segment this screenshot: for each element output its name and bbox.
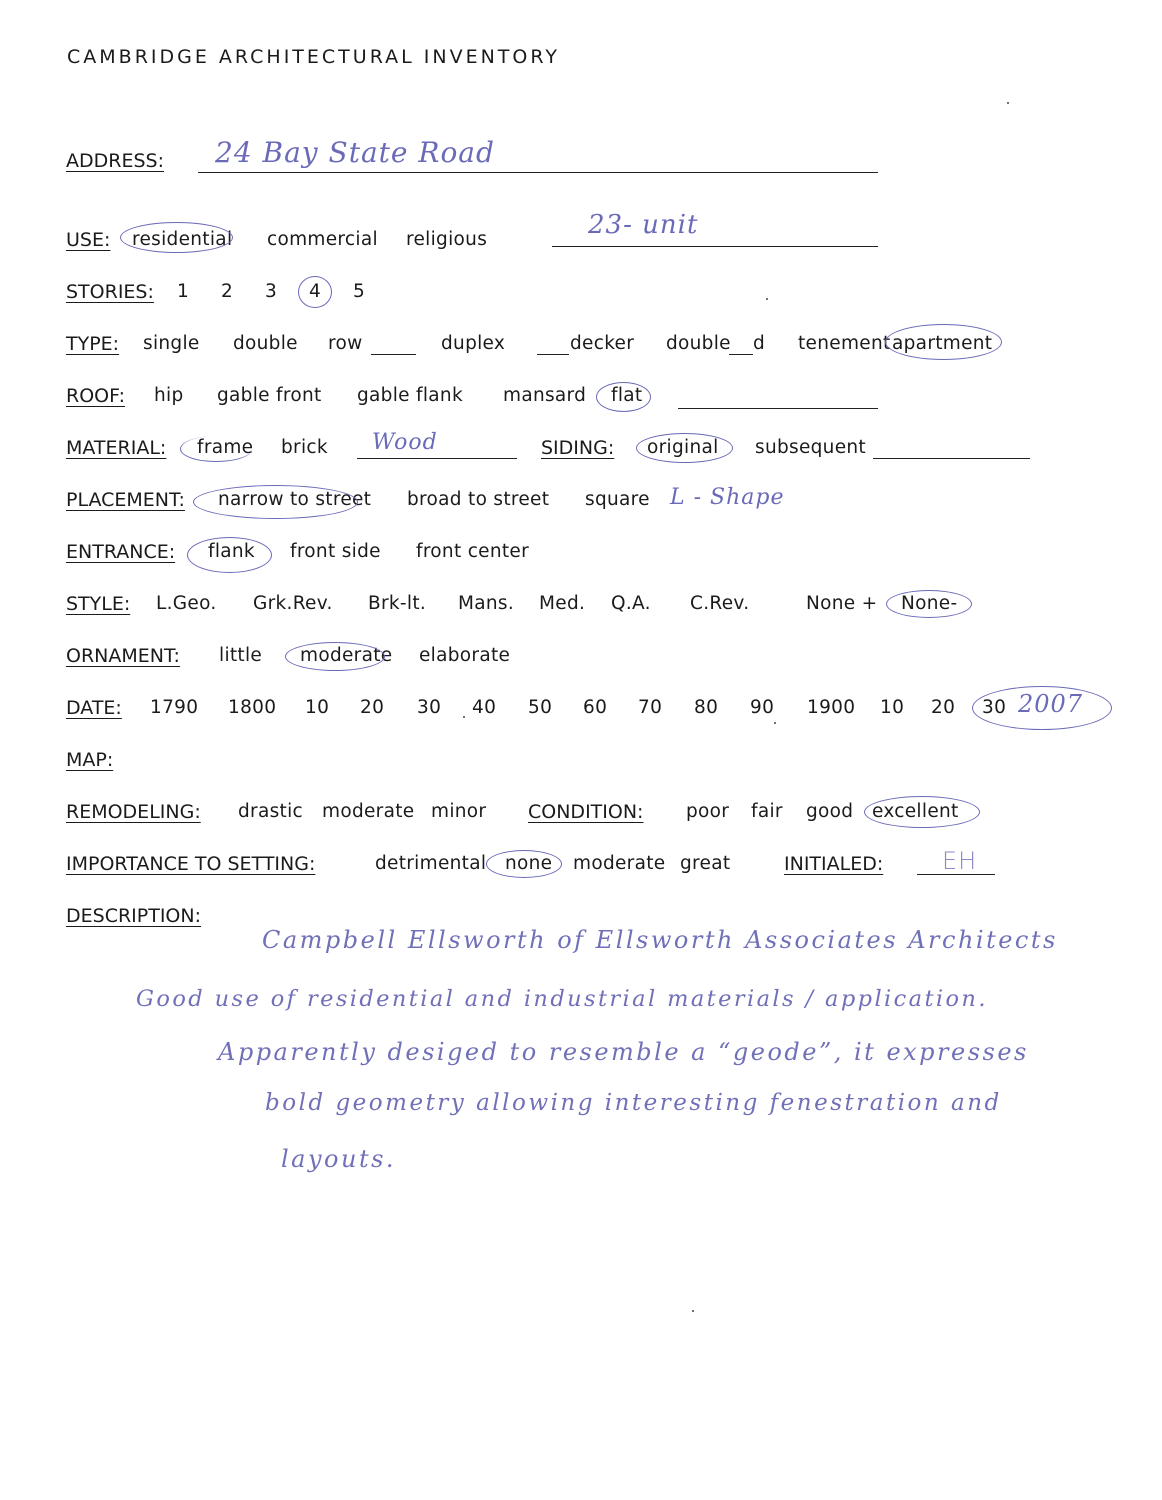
condition-option-good: good: [806, 801, 854, 822]
address-line: [198, 172, 878, 173]
style-selection-circle: [886, 590, 972, 618]
scan-speck: [463, 716, 465, 718]
date-option-1900: 1900: [807, 697, 856, 718]
description-line-5: layouts.: [281, 1145, 397, 1173]
date-option-1930: 30: [982, 697, 1007, 718]
condition-option-excellent: excellent: [872, 801, 959, 822]
remodeling-option-moderate: moderate: [322, 801, 415, 822]
date-option-1800: 1800: [228, 697, 277, 718]
date-label: DATE:: [66, 697, 122, 719]
material-option-frame: frame: [197, 437, 254, 458]
date-option-1880: 80: [694, 697, 719, 718]
importance-option-moderate: moderate: [573, 853, 666, 874]
type-option-single: single: [143, 333, 200, 354]
stories-option-1: 1: [177, 281, 190, 302]
date-option-1860: 60: [583, 697, 608, 718]
entrance-option-front-side: front side: [290, 541, 381, 562]
date-option-1840: 40: [472, 697, 497, 718]
roof-label: ROOF:: [66, 385, 125, 407]
use-option-commercial: commercial: [267, 229, 378, 250]
entrance-option-flank: flank: [208, 541, 255, 562]
roof-option-mansard: mansard: [503, 385, 587, 406]
roof-option-hip: hip: [154, 385, 184, 406]
stories-selection-circle: [298, 276, 332, 308]
style-option-med: Med.: [539, 593, 586, 614]
description-line-2: Good use of residential and industrial materials / application.: [136, 986, 988, 1012]
date-option-1890: 90: [750, 697, 775, 718]
placement-extra-value: L - Shape: [670, 485, 785, 510]
material-partial-mark: [180, 436, 252, 462]
roof-option-flat: flat: [611, 385, 643, 406]
style-option-brklt: Brk-lt.: [368, 593, 427, 614]
stories-option-5: 5: [353, 281, 366, 302]
use-label: USE:: [66, 229, 111, 251]
placement-option-narrow: narrow to street: [218, 489, 372, 510]
date-option-1850: 50: [528, 697, 553, 718]
form-title: CAMBRIDGE ARCHITECTURAL INVENTORY: [67, 46, 560, 68]
date-option-1820: 20: [360, 697, 385, 718]
description-line-4: bold geometry allowing interesting fenestration and: [265, 1090, 1002, 1116]
type-row-blank: [371, 354, 416, 355]
placement-label: PLACEMENT:: [66, 489, 185, 511]
condition-selection-circle: [864, 796, 980, 828]
style-option-grkrev: Grk.Rev.: [253, 593, 333, 614]
style-option-crev: C.Rev.: [690, 593, 750, 614]
condition-option-fair: fair: [751, 801, 783, 822]
siding-option-subsequent: subsequent: [755, 437, 866, 458]
scan-speck: [1007, 102, 1009, 104]
condition-label: CONDITION:: [528, 801, 644, 823]
placement-option-square: square: [585, 489, 650, 510]
importance-option-great: great: [680, 853, 731, 874]
description-line-3: Apparently desiged to resemble a “geode”, it expresses: [218, 1038, 1029, 1066]
scan-speck: [692, 1310, 694, 1312]
description-label: DESCRIPTION:: [66, 905, 202, 927]
siding-extra-line: [873, 458, 1030, 459]
ornament-option-elaborate: elaborate: [419, 645, 511, 666]
placement-option-broad: broad to street: [407, 489, 550, 510]
type-decker-blank: [537, 354, 569, 355]
entrance-selection-circle: [187, 537, 272, 573]
date-option-1810: 10: [305, 697, 330, 718]
roof-option-gable-flank: gable flank: [357, 385, 463, 406]
importance-option-none: none: [505, 853, 553, 874]
type-option-duplex: duplex: [441, 333, 506, 354]
siding-selection-circle: [636, 433, 733, 463]
remodeling-label: REMODELING:: [66, 801, 201, 823]
condition-option-poor: poor: [686, 801, 730, 822]
date-option-1830: 30: [417, 697, 442, 718]
roof-selection-circle: [596, 382, 651, 412]
type-option-double: double: [233, 333, 298, 354]
scan-speck: [766, 298, 768, 300]
entrance-option-front-center: front center: [416, 541, 530, 562]
importance-selection-circle: [486, 850, 562, 878]
style-option-qa: Q.A.: [611, 593, 651, 614]
type-option-decker: decker: [570, 333, 635, 354]
stories-option-2: 2: [221, 281, 234, 302]
importance-label: IMPORTANCE TO SETTING:: [66, 853, 316, 875]
style-option-lgeo: L.Geo.: [156, 593, 217, 614]
importance-option-detrimental: detrimental: [375, 853, 487, 874]
map-label: MAP:: [66, 749, 114, 771]
description-line-1: Campbell Ellsworth of Ellsworth Associates Architects: [262, 926, 1058, 954]
date-option-1920: 20: [931, 697, 956, 718]
use-option-religious: religious: [406, 229, 488, 250]
entrance-label: ENTRANCE:: [66, 541, 176, 563]
address-value: 24 Bay State Road: [215, 136, 495, 169]
ornament-selection-circle: [285, 642, 385, 671]
material-label: MATERIAL:: [66, 437, 167, 459]
use-option-residential: residential: [132, 229, 233, 250]
ornament-option-moderate: moderate: [300, 645, 393, 666]
address-label: ADDRESS:: [66, 150, 164, 172]
initialed-label: INITIALED:: [784, 853, 884, 875]
date-option-1870: 70: [638, 697, 663, 718]
initialed-value: EH: [942, 847, 978, 875]
style-option-none-minus: None-: [901, 593, 958, 614]
material-extra-value: Wood: [372, 430, 438, 455]
date-option-1910: 10: [880, 697, 905, 718]
placement-selection-circle: [193, 485, 358, 519]
stories-option-4: 4: [309, 281, 322, 302]
type-label: TYPE:: [66, 333, 120, 355]
style-option-mans: Mans.: [458, 593, 515, 614]
use-extra-line: [552, 246, 878, 247]
style-option-none-plus: None +: [806, 593, 878, 614]
type-option-tenement: tenement: [798, 333, 891, 354]
material-option-brick: brick: [281, 437, 328, 458]
roof-option-gable-front: gable front: [217, 385, 322, 406]
siding-label: SIDING:: [541, 437, 615, 459]
roof-extra-line: [678, 408, 878, 409]
use-extra-value: 23- unit: [588, 210, 699, 240]
type-selection-circle: [885, 324, 1002, 360]
stories-label: STORIES:: [66, 281, 154, 303]
remodeling-option-drastic: drastic: [238, 801, 303, 822]
siding-option-original: original: [647, 437, 719, 458]
remodeling-option-minor: minor: [431, 801, 487, 822]
type-double-d-blank: [729, 354, 753, 355]
style-label: STYLE:: [66, 593, 131, 615]
type-option-double-d: double: [666, 333, 731, 354]
use-selection-circle: [120, 222, 233, 253]
date-option-1790: 1790: [150, 697, 199, 718]
stories-option-3: 3: [265, 281, 278, 302]
type-option-apartment: apartment: [892, 333, 993, 354]
type-option-d: d: [753, 333, 766, 354]
scan-speck: [774, 722, 776, 724]
material-extra-line: [357, 458, 517, 459]
ornament-label: ORNAMENT:: [66, 645, 180, 667]
type-option-row: row: [328, 333, 363, 354]
date-handwritten-value: 2007: [1018, 690, 1084, 718]
ornament-option-little: little: [219, 645, 263, 666]
